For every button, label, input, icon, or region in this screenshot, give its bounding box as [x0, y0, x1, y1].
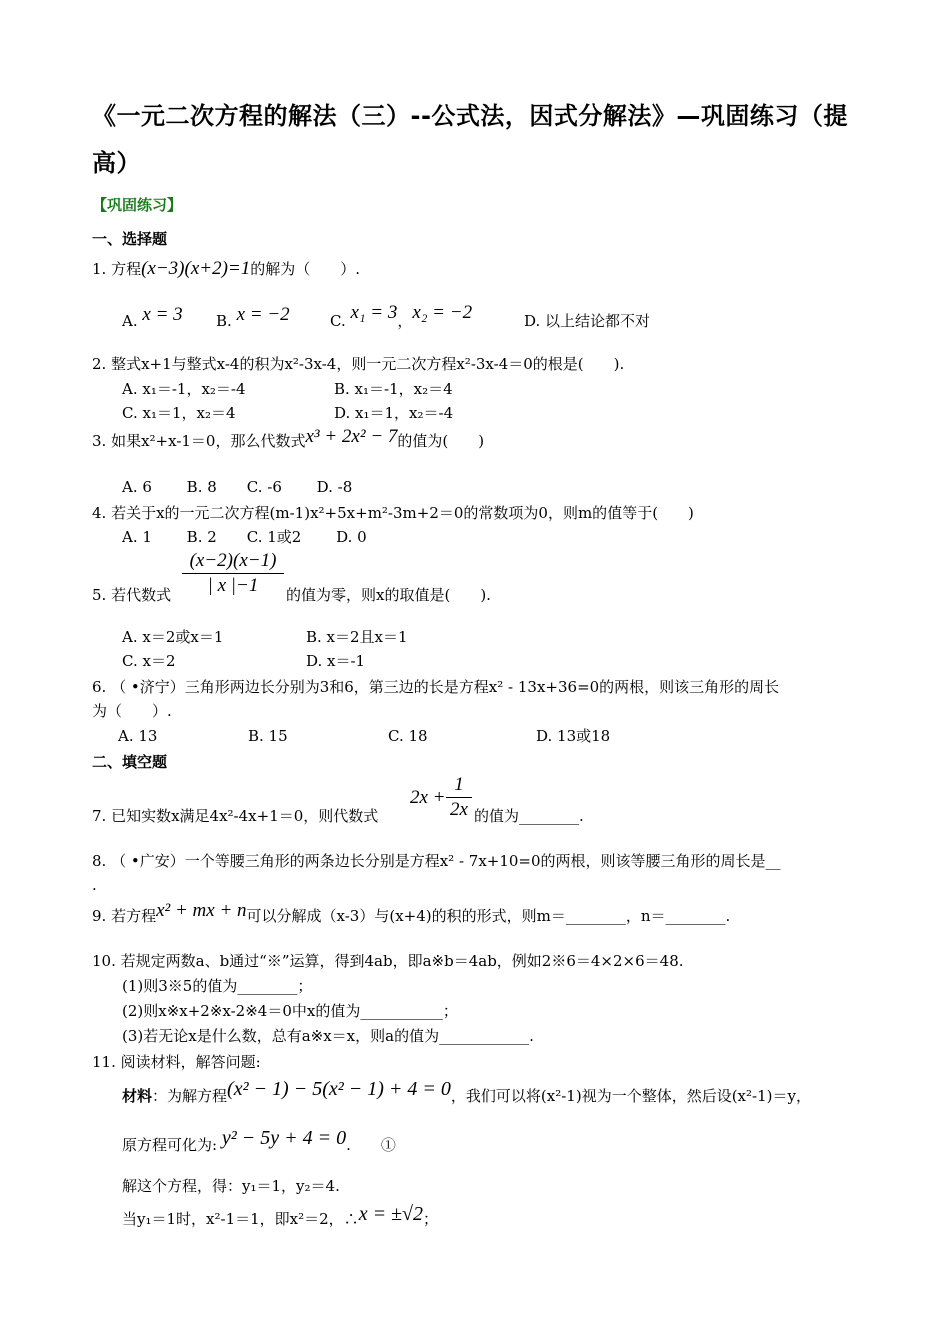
section-heading-choice: 一、选择题 [92, 230, 168, 248]
q2-option-c: C. x₁＝1，x₂＝4 [122, 404, 236, 422]
q1-option-d: D. 以上结论都不对 [524, 312, 651, 330]
q7-numerator: 1 [446, 773, 472, 798]
q3-suffix: 的值为( ) [397, 432, 485, 450]
q1-option-b-eq: x = −2 [236, 304, 290, 325]
q5-option-d: D. x＝-1 [306, 652, 366, 670]
question-5-suffix: 的值为零，则x的取值是( ). [286, 586, 491, 604]
q11-material-label: 材料 [122, 1087, 153, 1105]
q10-part-1: (1)则3※5的值为________； [122, 977, 313, 995]
q10-part-2: (2)则x※x+2※x-2※4＝0中x的值为___________； [122, 1002, 458, 1020]
q6-option-c: C. 18 [388, 727, 428, 745]
q1-option-b [216, 304, 290, 331]
q3-options: A. 6 B. 8 C. -6 D. -8 [122, 478, 353, 496]
q3-expression: x³ + 2x² − 7 [305, 426, 398, 447]
question-3 [92, 426, 485, 451]
q9-suffix: 可以分解成（x-3）与(x+4)的积的形式，则m＝________，n＝________. [246, 907, 731, 925]
q9-expression: x² + mx + n [156, 900, 247, 921]
question-11: 11. 阅读材料，解答问题: [92, 1053, 261, 1071]
q11-case-1-suffix: ； [423, 1210, 439, 1228]
q11-substitution-equation: y² − 5y + 4 = 0 [221, 1127, 347, 1149]
q11-solve: 解这个方程，得：y₁＝1，y₂＝4. [122, 1177, 340, 1195]
question-9 [92, 900, 731, 926]
section-heading-fill: 二、填空题 [92, 753, 168, 771]
q1-equation: (x−3)(x+2)=1 [141, 258, 251, 279]
q1-option-c-sep: ， [397, 312, 413, 330]
q1-option-c [330, 302, 473, 331]
question-1 [92, 259, 360, 279]
q1-option-c-eq1: x₁ = 3 [350, 302, 398, 323]
q6-option-a: A. 13 [118, 727, 158, 745]
question-8-line2: . [92, 876, 97, 894]
q11-substitution [122, 1127, 396, 1155]
q11-case-1-prefix: 当y₁＝1时，x²-1＝1，即x²＝2，∴ [122, 1210, 359, 1228]
q9-prefix: 9. 若方程 [92, 907, 157, 925]
section-tag: 【巩固练习】 [92, 196, 183, 214]
question-7-prefix: 7. 已知实数x满足4x²-4x+1＝0，则代数式 [92, 807, 379, 825]
q5-option-c: C. x＝2 [122, 652, 176, 670]
q2-option-a: A. x₁＝-1，x₂＝-4 [122, 380, 246, 398]
question-10: 10. 若规定两数a、b通过“※”运算，得到4ab，即a※b＝4ab，例如2※6＝4×2×6＝48. [92, 952, 684, 970]
q1-prefix: 1. 方程 [92, 260, 142, 278]
page-title-line2: 高） [92, 149, 141, 177]
question-5-prefix: 5. 若代数式 [92, 586, 172, 604]
q10-part-3: (3)若无论x是什么数，总有a※x＝x，则a的值为____________. [122, 1027, 534, 1045]
q2-option-b: B. x₁＝-1，x₂＝4 [334, 380, 453, 398]
question-6-line2: 为（ ）. [92, 702, 172, 720]
q7-denominator: 2x [450, 799, 468, 820]
q5-fraction [182, 549, 284, 598]
question-4: 4. 若关于x的一元二次方程(m-1)x²+5x+m²-3m+2＝0的常数项为0，则m的值等于( ) [92, 504, 694, 522]
question-7-suffix: 的值为________. [474, 807, 584, 825]
q11-case-1 [122, 1203, 439, 1229]
q1-option-a-label: A. [122, 312, 138, 330]
q5-option-a: A. x＝2或x＝1 [122, 628, 224, 646]
q3-prefix: 3. 如果x²+x-1＝0，那么代数式 [92, 432, 306, 450]
question-6-line1: 6. （ •济宁）三角形两边长分别为3和6，第三边的长是方程x² - 13x+36=0的两根，则该三角形的周长 [92, 678, 780, 696]
question-8-line1: 8. （ •广安）一个等腰三角形的两条边长分别是方程x² - 7x+10=0的两根，则该等腰三角形的周长是__ [92, 852, 781, 870]
q1-option-b-label: B. [216, 312, 232, 330]
q11-case-1-equation: x = ±√2 [358, 1203, 424, 1225]
q1-suffix: 的解为（ ）. [250, 260, 361, 278]
q11-material-equation: (x² − 1) − 5(x² − 1) + 4 = 0 [227, 1078, 451, 1100]
q11-substitution-prefix: 原方程可化为: [122, 1136, 218, 1154]
q7-fraction [446, 773, 472, 822]
q1-option-a [122, 304, 183, 331]
q6-option-b: B. 15 [248, 727, 288, 745]
question-2: 2. 整式x+1与整式x-4的积为x²-3x-4，则一元二次方程x²-3x-4＝0的根是( ). [92, 355, 625, 373]
q1-option-c-eq2: x₂ = −2 [412, 302, 473, 323]
q7-expression-lead: 2x + [410, 787, 446, 808]
q1-option-a-eq: x = 3 [142, 304, 183, 325]
q11-material-prefix: ：为解方程 [152, 1087, 228, 1105]
q11-material [122, 1078, 811, 1106]
q5-option-b: B. x＝2且x＝1 [306, 628, 408, 646]
q11-substitution-suffix: . ① [346, 1136, 396, 1154]
q11-material-suffix: ，我们可以将(x²-1)视为一个整体，然后设(x²-1)＝y， [450, 1087, 811, 1105]
q5-numerator: (x−2)(x−1) [182, 549, 284, 574]
q2-option-d: D. x₁＝1，x₂＝-4 [334, 404, 454, 422]
q5-denominator: | x |−1 [207, 575, 259, 596]
q1-option-c-label: C. [330, 312, 346, 330]
q6-option-d: D. 13或18 [536, 727, 611, 745]
page-title-line1: 《一元二次方程的解法（三）--公式法，因式分解法》—巩固练习（提 [92, 102, 848, 130]
q4-options: A. 1 B. 2 C. 1或2 D. 0 [122, 528, 367, 546]
